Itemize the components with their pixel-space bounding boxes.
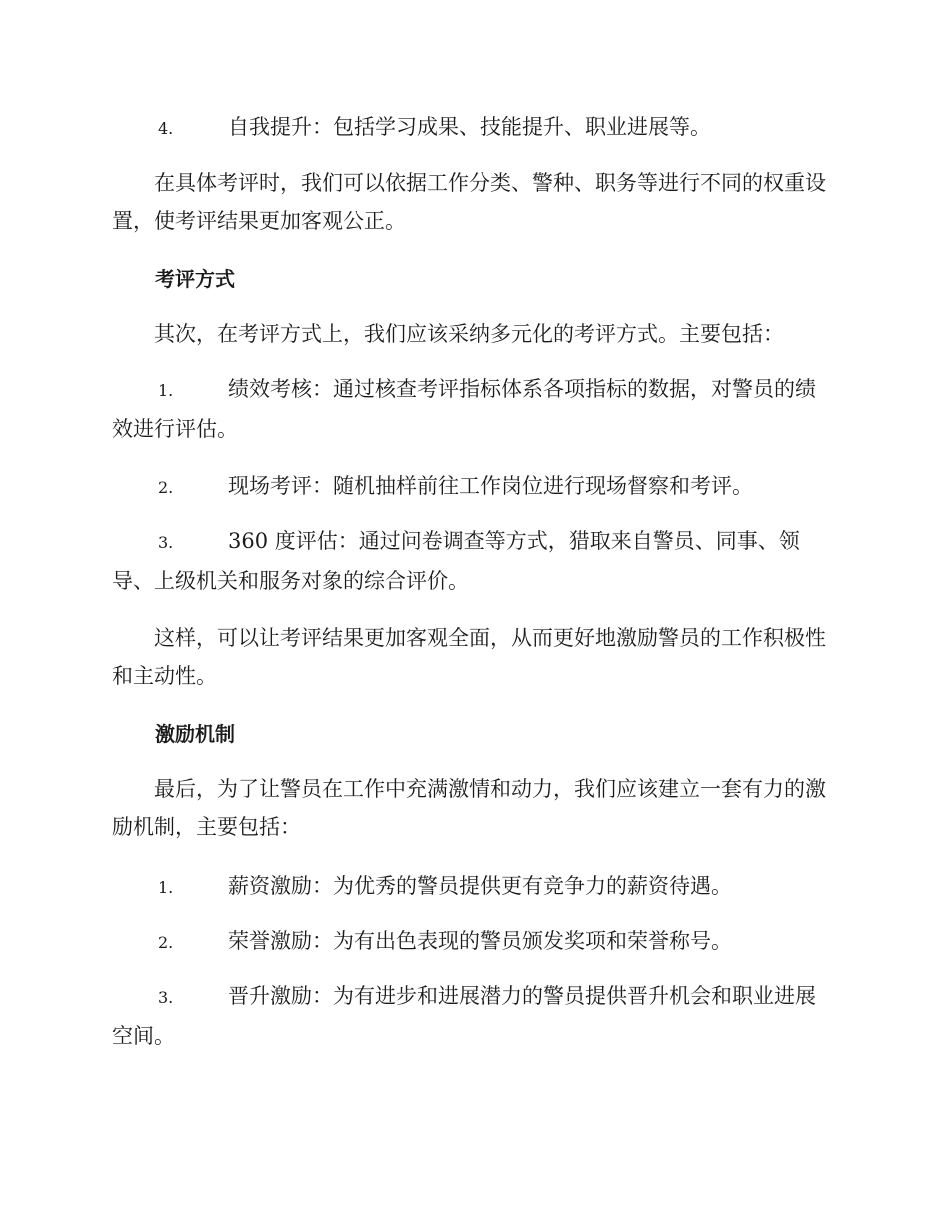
list-text: 薪资激励：为优秀的警员提供更有竞争力的薪资待遇。 bbox=[228, 874, 732, 898]
list-number: 3. bbox=[158, 988, 174, 1007]
list-item bbox=[112, 522, 812, 600]
list-number: 3. bbox=[158, 533, 174, 552]
list-text: 绩效考核：通过核查考评指标体系各项指标的数据，对警员的绩效进行评估。 bbox=[112, 377, 816, 441]
list-item bbox=[112, 467, 834, 507]
paragraph-method-intro: 其次，在考评方式上，我们应该采纳多元化的考评方式。主要包括： bbox=[154, 322, 784, 346]
list-item bbox=[112, 867, 834, 907]
list-text: 360 度评估：通过问卷调查等方式，猎取来自警员、同事、领导、上级机关和服务对象的综合评价。 bbox=[112, 529, 800, 593]
list-item bbox=[112, 922, 834, 962]
list-number: 1. bbox=[158, 878, 174, 897]
list-text: 自我提升：包括学习成果、技能提升、职业进展等。 bbox=[228, 115, 711, 139]
list-text: 现场考评：随机抽样前往工作岗位进行现场督察和考评。 bbox=[228, 474, 753, 498]
list-text: 荣誉激励：为有出色表现的警员颁发奖项和荣誉称号。 bbox=[228, 929, 732, 953]
list-number: 2. bbox=[158, 478, 174, 497]
section-heading-incentive: 激励机制 bbox=[155, 722, 235, 746]
list-item bbox=[112, 108, 834, 148]
paragraph-method-conclusion: 这样，可以让考评结果更加客观全面，从而更好地激励警员的工作积极性和主动性。 bbox=[112, 626, 826, 688]
list-item bbox=[112, 977, 834, 1055]
list-number: 2. bbox=[158, 933, 174, 952]
list-item bbox=[112, 370, 834, 448]
paragraph-weight: 在具体考评时，我们可以依据工作分类、警种、职务等进行不同的权重设置，使考评结果更加客观公正。 bbox=[112, 171, 826, 233]
list-text: 晋升激励：为有进步和进展潜力的警员提供晋升机会和职业进展空间。 bbox=[112, 984, 816, 1048]
list-number: 4. bbox=[158, 119, 174, 138]
paragraph-incentive-intro: 最后，为了让警员在工作中充满激情和动力，我们应该建立一套有力的激励机制，主要包括： bbox=[112, 777, 826, 839]
list-number: 1. bbox=[158, 381, 174, 400]
section-heading-method: 考评方式 bbox=[155, 267, 235, 291]
